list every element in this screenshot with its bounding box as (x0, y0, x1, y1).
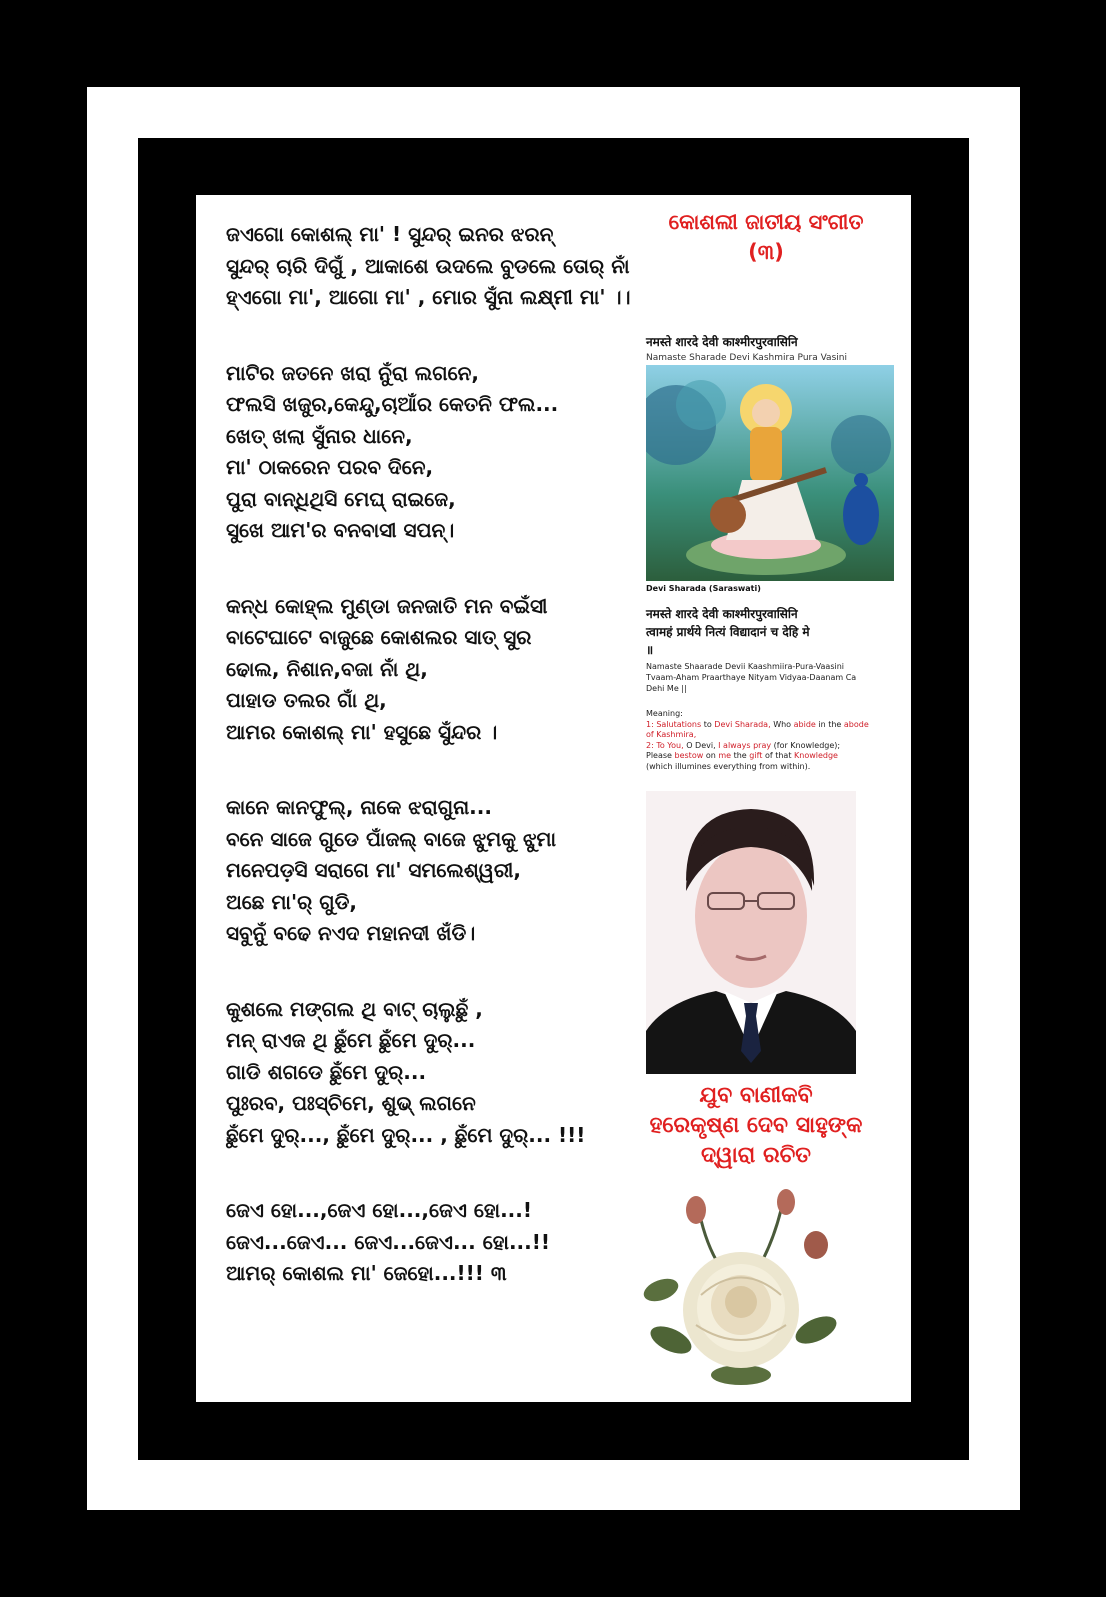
poem-line: କନ୍ଧ କୋହ୍ଲ ମୁଣ୍ଡା ଜନଜାତି ମନ ବଇଁସୀ (226, 593, 548, 618)
poem-line: ଜେଏ ହୋ...,ଜେଏ ହୋ...,ଜେଏ ହୋ...! (226, 1198, 533, 1222)
poem-sheet (196, 195, 911, 1402)
meaning-num: 1: (646, 719, 654, 729)
poet-credit (616, 1081, 896, 1171)
stanza-3 (226, 591, 646, 749)
poem-line: ଛୁଁମେ ଦୁର୍..., ଛୁଁମେ ଦୁର୍... , ଛୁଁମେ ଦୁର୍... !!! (226, 1122, 586, 1147)
poem-line: ଫଲସି ଖଜୁର,କେନ୍ଦୁ,ଚାଆଁର କେତନି ଫଲ... (226, 392, 559, 416)
meaning-word: to (703, 719, 712, 729)
poem-line: ଜଏଗୋ କୋଶଲ୍ ମା' ! ସୁନ୍ଦର୍ ଇନର ଝରନ୍ (226, 222, 554, 246)
mantra-line: त्वामहं प्रार्थये नित्यं विद्यादानं च देहि मे (646, 625, 810, 639)
translit-line: Dehi Me || (646, 684, 687, 693)
meaning-word: the (733, 751, 747, 760)
poet-line: ହରେକୃଷ୍ଣ ଦେବ ସାହୁଙ୍କ (649, 1113, 863, 1138)
poem-body (226, 219, 646, 1334)
meaning-label: Meaning: (646, 709, 683, 718)
poem-line: ପାହାଡ ତଲର ଗାଁ ଥି, (226, 688, 387, 712)
meaning-word: I always pray (718, 740, 772, 750)
meaning-word: gift (749, 751, 763, 760)
mantra-text (646, 605, 906, 659)
meaning-word: Who (773, 719, 792, 729)
poet-photo (646, 791, 856, 1074)
poem-line: ଜେଏ...ଜେଏ... ଜେଏ...ଜେଏ... ହୋ...!! (226, 1229, 550, 1254)
meaning-line-1 (646, 720, 906, 731)
translit-line: Tvaam-Aham Praarthaye Nityam Vidyaa-Daanam Ca (646, 673, 857, 682)
stanza-2 (226, 358, 646, 547)
poem-line: ଖେତ୍ ଖଲା ସୁଁନାର ଧାନେ, (226, 423, 413, 448)
poet-line: ଦ୍ୱାରା ରଚିତ (701, 1143, 811, 1168)
poem-line: ଆମର୍ କୋଶଲ ମା' ଜେହୋ...!!! ୩ (226, 1261, 507, 1285)
saraswati-title: नमस्ते शारदे देवी काश्मीरपुरवासिनि (646, 335, 798, 349)
rose-icon (641, 1180, 841, 1390)
meaning-word: (for Knowledge); (773, 740, 841, 750)
poem-line: ମନେପଡ଼ସି ସରାଗେ ମା' ସମଲେଶ୍ୱରୀ, (226, 858, 521, 882)
meaning-line-2 (646, 741, 906, 752)
meaning-line-1b (646, 730, 906, 741)
poem-line: ଗାଡି ଶଗଡେ ଛୁଁମେ ଦୁର୍... (226, 1059, 427, 1084)
poem-line: ବନେ ସାଜେ ଗୁଡେ ପାଁଜଲ୍ ବାଜେ ଝୁମକୁ ଝୁମା (226, 826, 557, 851)
poem-line: କାନେ କାନଫୁଲ୍, ନାକେ ଝରାଗୁନା... (226, 795, 492, 819)
stanza-6 (226, 1195, 646, 1290)
meaning-word: bestow (674, 751, 704, 760)
meaning-word: in the (818, 719, 842, 729)
translit-line: Namaste Shaarade Devii Kaashmiira-Pura-Vaasini (646, 662, 845, 671)
meaning-word: abode (843, 719, 869, 729)
meaning-word: Knowledge (794, 751, 838, 760)
poem-line: ମନ୍ ରାଏଜ ଥି ଛୁଁମେ ଛୁଁମେ ଦୁର୍... (226, 1028, 476, 1052)
meaning-word: of Kashmira, (646, 730, 697, 739)
poet-line: ଯୁବ ବାଣୀକବି (699, 1083, 813, 1108)
poem-line: ମା' ଠାକରେନ ପରବ ଦିନେ, (226, 455, 434, 479)
poem-line: ଢୋଲ, ନିଶାନ,ବଜା ନାଁ ଥି, (226, 656, 428, 681)
poem-line: ସୁଖେ ଆମ'ର ବନବାସୀ ସପନ୍। (226, 518, 455, 542)
poem-line: ମାଟିର ଜତନେ ଖରା ନୁଁରା ଲଗନେ, (226, 360, 479, 385)
poem-line: ସବୁନୁଁ ବଢେ ନଏଦ ମହାନଦୀ ଖଁଡି। (226, 921, 476, 945)
meaning-word: on (705, 751, 716, 760)
song-heading (626, 207, 906, 267)
poem-line: କୁଶଲେ ମଙ୍ଗଲ ଥି ବାଟ୍ ଚାଲୁଛୁଁ , (226, 996, 483, 1021)
poem-line: ଅଛେ ମା'ର୍ ଗୁଡି, (226, 889, 357, 914)
meaning-word: Please (646, 751, 672, 760)
meaning-word: me (718, 751, 732, 760)
heading-line: କୋଶଲୀ ଜାତୀୟ ସଂଗୀତ (668, 210, 864, 234)
poem-line: ପୁରା ବାନ୍ଧିଥିସି ମେଘ୍ ରାଇଜେ, (226, 486, 456, 511)
poem-line: ସୁନ୍ଦର୍ ଚାରି ଦିଗୁଁ , ଆକାଶେ ଉଦଲେ ବୁଡଲେ ତୋର୍ ନାଁ (226, 253, 630, 278)
meaning-word: To You, (656, 740, 684, 750)
saraswati-caption: Devi Sharada (Saraswati) (646, 584, 761, 593)
mantra-transliteration (646, 661, 906, 694)
meaning-word: Devi Sharada, (714, 719, 771, 729)
saraswati-illustration (646, 365, 894, 581)
meaning-word: Salutations (656, 719, 702, 729)
heading-number: (୩) (748, 240, 784, 264)
poem-line: ହ୍ଏଗୋ ମା', ଆଗୋ ମା' , ମୋର ସୁଁନା ଲକ୍ଷ୍ମୀ ମା' ।। (226, 285, 631, 309)
mantra-meaning (646, 709, 906, 772)
meaning-num: 2: (646, 740, 654, 750)
poem-line: ବାଟେଘାଟେ ବାଜୁଛେ କୋଶଲର ସାତ୍ ସୁର (226, 625, 532, 649)
stanza-5 (226, 994, 646, 1152)
meaning-word: of that (764, 751, 792, 760)
poem-line: ଆମର କୋଶଲ୍ ମା' ହସୁଛେ ସୁଁନ୍ଦର । (226, 719, 498, 744)
saraswati-translit: Namaste Sharade Devi Kashmira Pura Vasini (646, 353, 847, 363)
meaning-word: abide (793, 719, 816, 729)
mantra-line: नमस्ते शारदे देवी काश्मीरपुरवासिनि (646, 607, 798, 621)
meaning-word: O Devi, (686, 740, 716, 750)
stanza-1 (226, 219, 646, 314)
meaning-line-3 (646, 751, 906, 762)
stanza-4 (226, 792, 646, 950)
meaning-line-4: (which illumines everything from within). (646, 761, 811, 771)
mantra-line: ॥ (646, 643, 654, 657)
poem-line: ପୁଃରବ, ପଃସ୍ଚିମେ, ଶୁଭ୍ ଲଗନେ (226, 1091, 476, 1115)
